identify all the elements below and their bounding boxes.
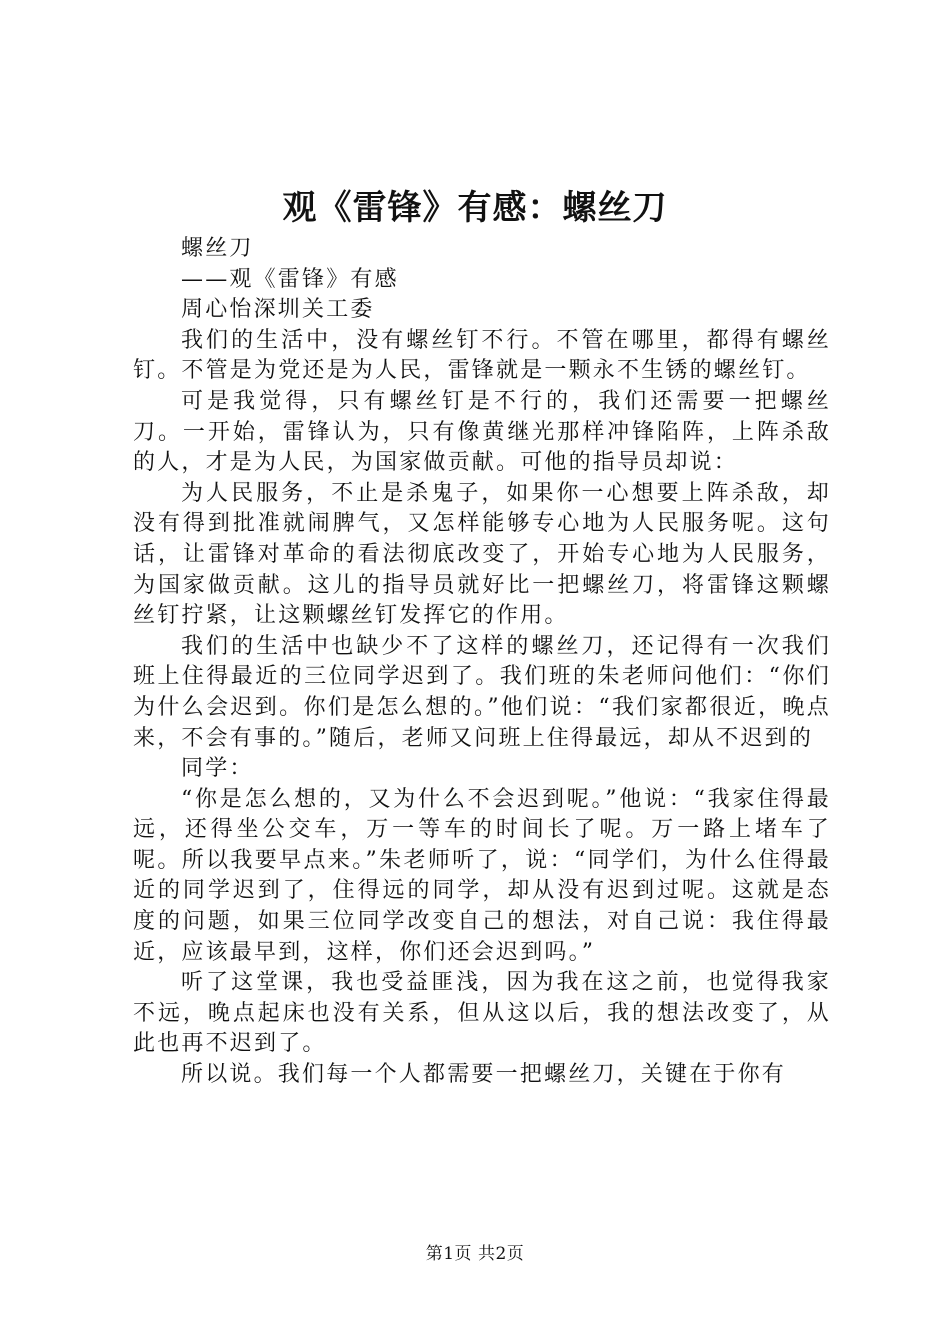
- subtitle-line: 螺丝刀: [181, 236, 254, 261]
- paragraph: 同学：: [181, 756, 254, 782]
- document-title: 观《雷锋》有感：螺丝刀: [282, 188, 668, 228]
- paragraph: 我们的生活中也缺少不了这样的螺丝刀，还记得有一次我们班上住得最近的三位同学迟到了。我们班的朱老师问他们：“你们为什么会迟到。你们是怎么想的。”他们说：“我们家都很近，晚点来，不会有事的。”随后，老师又问班上住得最远，却从不迟到的: [133, 633, 831, 751]
- paragraph: “你是怎么想的，又为什么不会迟到呢。”他说：“我家住得最远，还得坐公交车，万一等车的时间长了呢。万一路上堵车了呢。所以我要早点来。”朱老师听了，说：“同学们，为什么住得最近的同学迟到了，住得远的同学，却从没有迟到过呢。这就是态度的问题，如果三位同学改变自己的想法，对自己说：我住得最近，应该最早到，这样，你们还会迟到吗。”: [133, 786, 831, 965]
- paragraph: 可是我觉得，只有螺丝钉是不行的，我们还需要一把螺丝刀。一开始，雷锋认为，只有像黄继光那样冲锋陷阵，上阵杀敌的人，才是为人民，为国家做贡献。可他的指导员却说：: [133, 388, 831, 476]
- subtitle-line: ——观《雷锋》有感: [181, 266, 399, 292]
- paragraph: 我们的生活中，没有螺丝钉不行。不管在哪里，都得有螺丝钉。不管是为党还是为人民，雷锋就是一颗永不生锈的螺丝钉。: [133, 327, 831, 384]
- paragraph: 所以说。我们每一个人都需要一把螺丝刀，关键在于你有: [181, 1062, 787, 1088]
- paragraph: 为人民服务，不止是杀鬼子，如果你一心想要上阵杀敌，却没有得到批准就闹脾气，又怎样能够专心地为人民服务呢。这句话，让雷锋对革命的看法彻底改变了，开始专心地为人民服务，为国家做贡献。这儿的指导员就好比一把螺丝刀，将雷锋这颗螺丝钉拧紧，让这颗螺丝钉发挥它的作用。: [133, 480, 831, 629]
- author-line: 周心怡深圳关工委: [181, 297, 375, 323]
- page-footer: 第1页 共2页: [425, 1244, 525, 1264]
- paragraph: 听了这堂课，我也受益匪浅，因为我在这之前，也觉得我家不远，晚点起床也没有关系，但从这以后，我的想法改变了，从此也再不迟到了。: [133, 970, 831, 1057]
- document-body: [133, 234, 831, 1091]
